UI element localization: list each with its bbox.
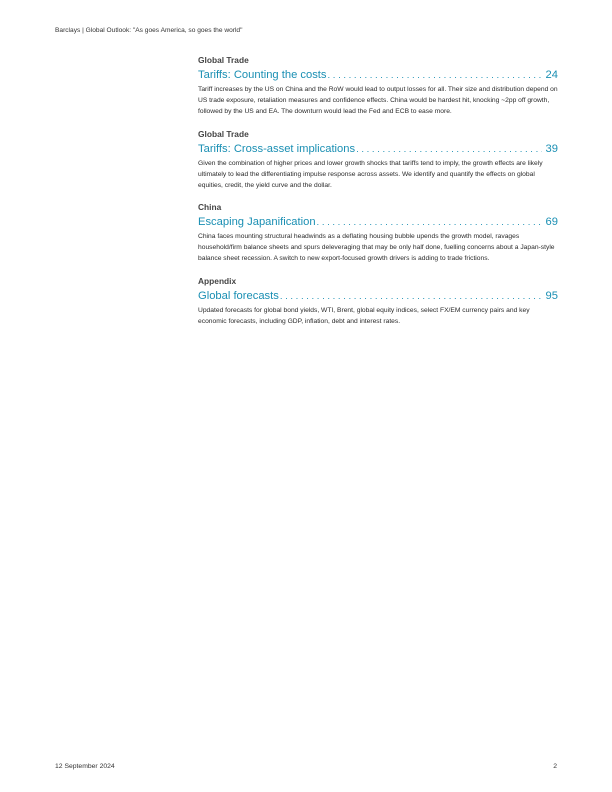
toc-description: Updated forecasts for global bond yields, WTI, Brent, global equity indices, select FX/EM currency pairs and key economic forecasts, including GDP, inflation, debt and interest rates. <box>198 307 530 326</box>
toc-entry-tariffs-cross-asset <box>198 129 558 192</box>
toc-page-number[interactable]: 39 <box>545 142 558 155</box>
dot-leader <box>280 290 542 304</box>
toc-page-number[interactable]: 95 <box>545 290 558 303</box>
toc-page-number[interactable]: 24 <box>545 69 558 81</box>
toc-section-kicker: Global Trade <box>198 55 249 65</box>
toc-link-japanification[interactable] <box>198 215 558 230</box>
toc-title[interactable]: Escaping Japanification <box>198 216 316 229</box>
toc-section-kicker: Appendix <box>198 276 237 287</box>
toc-title[interactable]: Global forecasts <box>198 290 279 303</box>
toc-description: China faces mounting structural headwinds as a deflating housing bubble upends the growth model, ravages household/firm balance sheets and spurs deleveraging that may be only half done, fuelling concerns about a Japan-style balance sheet recession. A switch to new export-focused growth drivers is adding to trade frictions. <box>198 233 555 263</box>
toc-description: Tariff increases by the US on China and the RoW would lead to output losses for all. Their size and distribution depend on US trade exposure, retaliation measures and confidence effects. China would be hardest hit, knocking ~2pp off growth, followed by the US and EA. The downturn would lead the Fed and ECB to ease more. <box>198 86 558 115</box>
toc-title[interactable]: Tariffs: Cross-asset implications <box>198 142 356 155</box>
dot-leader <box>317 216 542 230</box>
toc-section-kicker: Global Trade <box>198 128 249 139</box>
toc-title[interactable]: Tariffs: Counting the costs <box>198 69 327 81</box>
toc-entry-japanification <box>198 202 558 265</box>
running-header: Barclays | Global Outlook: "As goes America, so goes the world" <box>55 27 243 34</box>
toc-section-kicker: China <box>198 202 222 213</box>
toc-entry-global-forecasts <box>198 276 558 328</box>
toc-page-number[interactable]: 69 <box>545 216 558 229</box>
toc-description: Given the combination of higher prices and lower growth shocks that tariffs tend to imply, the growth effects are likely ultimately to lead the differentiating impulse response across assets. We identify and quantify the effects on global equities, credit, the yield curve and the dollar. <box>198 159 543 189</box>
table-of-contents <box>198 55 558 339</box>
footer-page-number: 2 <box>553 763 557 770</box>
dot-leader <box>356 143 541 157</box>
toc-entry-tariffs-costs <box>198 55 558 118</box>
toc-link-tariffs-cross-asset[interactable] <box>198 142 558 157</box>
dot-leader <box>328 69 542 83</box>
footer-date: 12 September 2024 <box>55 763 115 770</box>
toc-link-global-forecasts[interactable] <box>198 289 558 304</box>
toc-link-tariffs-costs[interactable] <box>198 68 558 83</box>
